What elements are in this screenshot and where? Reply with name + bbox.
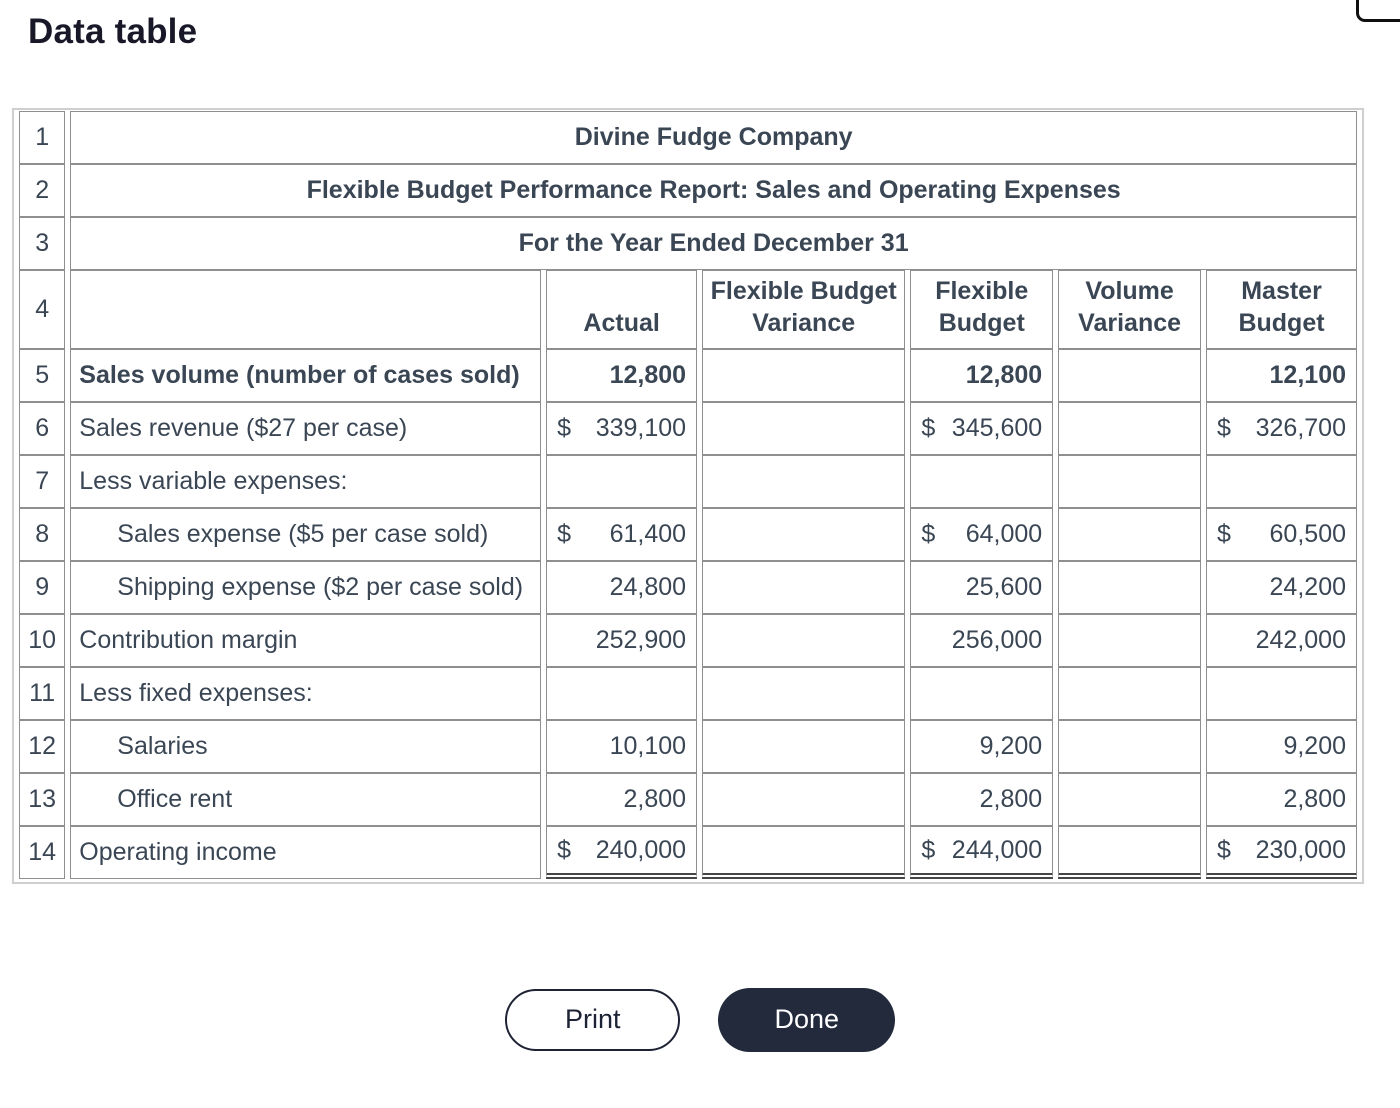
header-line: Flexible (935, 277, 1029, 305)
cell-value: 61,400 (609, 520, 687, 548)
cell-flexible-budget (910, 720, 1053, 773)
row-number: 12 (19, 720, 65, 773)
cell-value: 10,100 (609, 732, 687, 760)
cell-flexible-budget (910, 508, 1053, 561)
cell-value: 12,800 (609, 361, 687, 389)
column-header-row (19, 270, 1357, 349)
table-row (19, 773, 1357, 826)
title-row (19, 217, 1357, 270)
dollar-sign: $ (921, 520, 936, 548)
cell-volume-variance (1058, 614, 1201, 667)
cell-flexible-budget (910, 455, 1053, 508)
row-label: Sales revenue ($27 per case) (70, 402, 541, 455)
title-row (19, 164, 1357, 217)
cell-actual (546, 508, 697, 561)
cell-value: 242,000 (1255, 626, 1346, 654)
cell-flexible-budget-variance (702, 826, 905, 879)
header-line: Master (1241, 277, 1322, 305)
dollar-sign: $ (921, 414, 936, 442)
header-line: Actual (583, 309, 660, 337)
dollar-sign: $ (1217, 835, 1231, 864)
cell-flexible-budget-variance (702, 508, 905, 561)
cell-master-budget (1206, 561, 1357, 614)
cell-volume-variance (1058, 349, 1201, 402)
cell-volume-variance (1058, 773, 1201, 826)
cell-actual (546, 455, 697, 508)
cell-value: 9,200 (979, 732, 1043, 760)
row-number: 4 (19, 270, 65, 349)
cell-master-budget (1206, 826, 1357, 879)
dollar-sign: $ (1217, 414, 1231, 442)
table-row (19, 402, 1357, 455)
table-row (19, 508, 1357, 561)
column-header-master-budget (1206, 270, 1357, 349)
cell-master-budget (1206, 773, 1357, 826)
row-number: 1 (19, 111, 65, 164)
cell-actual (546, 614, 697, 667)
cell-volume-variance (1058, 561, 1201, 614)
empty-header-cell (70, 270, 541, 349)
cell-flexible-budget (910, 826, 1053, 879)
cell-flexible-budget-variance (702, 561, 905, 614)
table-row (19, 826, 1357, 879)
row-label: Office rent (70, 773, 541, 826)
cell-actual (546, 349, 697, 402)
cell-volume-variance (1058, 720, 1201, 773)
cell-value: 24,200 (1269, 573, 1346, 601)
cell-flexible-budget-variance (702, 773, 905, 826)
dollar-sign: $ (557, 520, 572, 548)
row-label: Less variable expenses: (70, 455, 541, 508)
row-number: 10 (19, 614, 65, 667)
cell-volume-variance (1058, 455, 1201, 508)
cell-actual (546, 826, 697, 879)
row-number: 3 (19, 217, 65, 270)
table-row (19, 720, 1357, 773)
report-period: For the Year Ended December 31 (70, 217, 1357, 270)
row-number: 5 (19, 349, 65, 402)
row-number: 6 (19, 402, 65, 455)
report-title: Flexible Budget Performance Report: Sales and Operating Expenses (70, 164, 1357, 217)
cell-flexible-budget (910, 402, 1053, 455)
cell-value: 2,800 (979, 785, 1043, 813)
cell-flexible-budget (910, 773, 1053, 826)
column-header-flexible-budget (910, 270, 1053, 349)
cell-volume-variance (1058, 508, 1201, 561)
row-number: 2 (19, 164, 65, 217)
cell-flexible-budget-variance (702, 455, 905, 508)
row-number: 7 (19, 455, 65, 508)
cell-value: 2,800 (623, 785, 687, 813)
cell-value: 60,500 (1269, 520, 1346, 548)
cell-value: 9,200 (1283, 732, 1346, 760)
row-label: Sales expense ($5 per case sold) (70, 508, 541, 561)
dollar-sign: $ (557, 414, 572, 442)
table-row (19, 667, 1357, 720)
cell-flexible-budget (910, 561, 1053, 614)
cell-value: 24,800 (609, 573, 687, 601)
header-line: Volume (1085, 277, 1174, 305)
dollar-sign: $ (921, 835, 936, 864)
cell-flexible-budget-variance (702, 402, 905, 455)
cell-actual (546, 667, 697, 720)
header-line: Variance (752, 309, 856, 337)
header-line: Budget (938, 309, 1025, 337)
report-company-name: Divine Fudge Company (70, 111, 1357, 164)
row-number: 14 (19, 826, 65, 879)
cell-value: 12,800 (965, 361, 1043, 389)
row-label: Salaries (70, 720, 541, 773)
cell-flexible-budget (910, 614, 1053, 667)
cell-value: 244,000 (951, 835, 1043, 864)
row-label: Sales volume (number of cases sold) (70, 349, 541, 402)
cell-flexible-budget-variance (702, 614, 905, 667)
cell-flexible-budget-variance (702, 667, 905, 720)
row-label: Operating income (70, 826, 541, 879)
cell-actual (546, 561, 697, 614)
cell-value: 240,000 (595, 835, 687, 864)
cell-value: 326,700 (1255, 414, 1346, 442)
row-number: 11 (19, 667, 65, 720)
column-header-actual (546, 270, 697, 349)
header-line: Budget (1238, 309, 1325, 337)
cell-flexible-budget (910, 349, 1053, 402)
cell-master-budget (1206, 455, 1357, 508)
table-row (19, 614, 1357, 667)
cell-value: 252,900 (595, 626, 687, 654)
print-button[interactable]: Print (505, 989, 681, 1051)
cell-value: 25,600 (965, 573, 1043, 601)
cell-master-budget (1206, 720, 1357, 773)
cell-actual (546, 402, 697, 455)
cell-value: 2,800 (1283, 785, 1346, 813)
row-label: Less fixed expenses: (70, 667, 541, 720)
close-button-corner-fragment[interactable] (1356, 0, 1400, 22)
cell-value: 256,000 (951, 626, 1043, 654)
done-button[interactable]: Done (718, 988, 895, 1052)
title-row (19, 111, 1357, 164)
table-row (19, 455, 1357, 508)
row-label: Shipping expense ($2 per case sold) (70, 561, 541, 614)
row-number: 9 (19, 561, 65, 614)
cell-flexible-budget (910, 667, 1053, 720)
cell-master-budget (1206, 667, 1357, 720)
cell-actual (546, 720, 697, 773)
cell-flexible-budget-variance (702, 720, 905, 773)
data-table-panel (12, 108, 1364, 884)
table-row (19, 349, 1357, 402)
table-row (19, 561, 1357, 614)
header-line: Flexible Budget (710, 277, 897, 305)
budget-report-table (14, 111, 1362, 879)
row-label: Contribution margin (70, 614, 541, 667)
cell-volume-variance (1058, 667, 1201, 720)
cell-master-budget (1206, 508, 1357, 561)
cell-master-budget (1206, 614, 1357, 667)
row-number: 13 (19, 773, 65, 826)
cell-value: 339,100 (595, 414, 687, 442)
page-title: Data table (28, 12, 198, 51)
cell-actual (546, 773, 697, 826)
column-header-volume-variance (1058, 270, 1201, 349)
cell-value: 345,600 (951, 414, 1043, 442)
column-header-flexible-budget-variance (702, 270, 905, 349)
cell-volume-variance (1058, 402, 1201, 455)
cell-flexible-budget-variance (702, 349, 905, 402)
cell-volume-variance (1058, 826, 1201, 879)
cell-master-budget (1206, 402, 1357, 455)
cell-value: 230,000 (1255, 835, 1346, 864)
dollar-sign: $ (557, 835, 572, 864)
dollar-sign: $ (1217, 520, 1231, 548)
cell-value: 12,100 (1269, 361, 1346, 389)
row-number: 8 (19, 508, 65, 561)
cell-value: 64,000 (965, 520, 1043, 548)
dialog-actions (0, 988, 1400, 1052)
cell-master-budget (1206, 349, 1357, 402)
header-line: Variance (1078, 309, 1182, 337)
